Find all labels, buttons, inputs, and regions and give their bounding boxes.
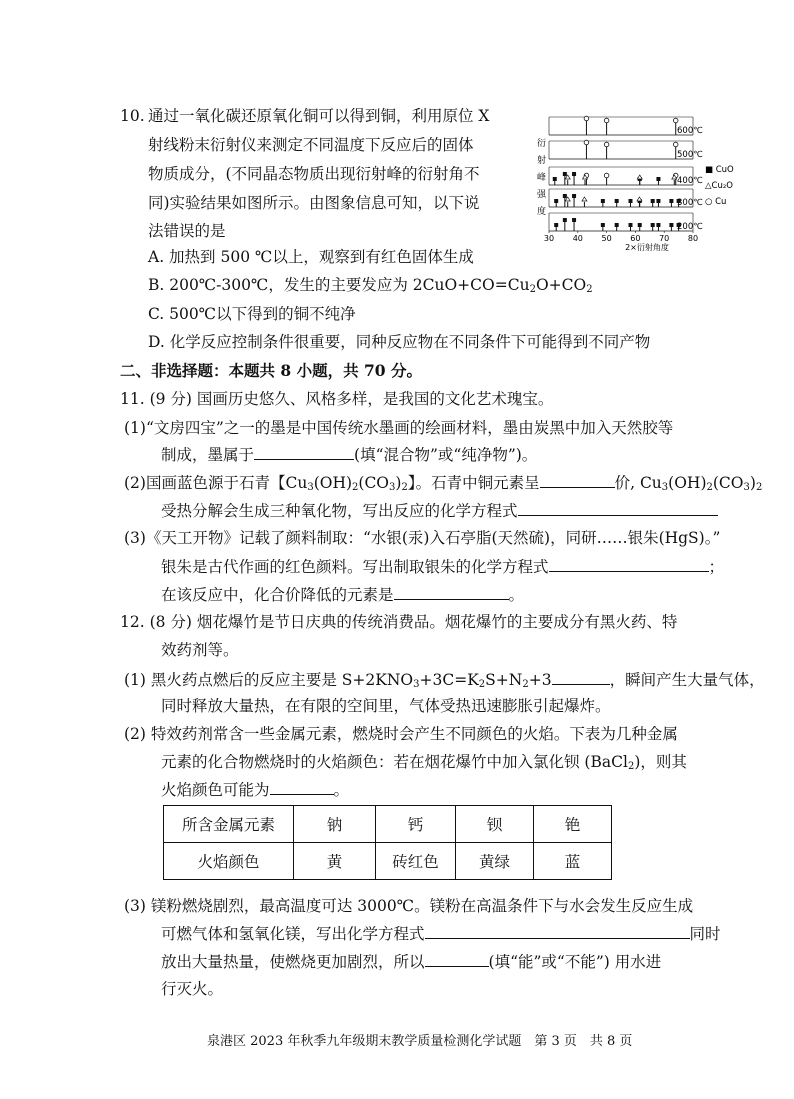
flame-color-table	[163, 805, 612, 880]
cuo-marker	[669, 223, 673, 227]
cu-marker	[604, 173, 609, 178]
q12-part2-line2: 元素的化合物燃烧时的火焰颜色：若在烟花爆竹中加入氯化钡 (BaCl$_2$)，则其	[161, 753, 687, 772]
q10-stem-line-4: 同)实验结果如图所示。由图象信息可知，以下说	[148, 194, 480, 212]
section2-heading: 二、非选择题：本题共 8 小题，共 70 分。	[120, 361, 422, 380]
cuo-marker	[638, 223, 642, 227]
trace-temp-label: 600℃	[677, 126, 703, 136]
chart-ylabel-char: 衍	[537, 139, 547, 149]
cuo-marker	[563, 194, 567, 198]
legend-item: ○ Cu	[705, 197, 727, 207]
cuo-marker	[656, 199, 660, 203]
q11-part2-line1: (2)国画蓝色源于石青【$Cu_3(OH)_2(CO_3)_2$】。石青中铜元素呈 价, $Cu_3(OH)_2(CO_3)_2$	[124, 470, 762, 495]
table-cell: 钙	[376, 806, 456, 843]
answer-blank[interactable]	[552, 667, 610, 685]
table-cell: 砖红色	[376, 843, 456, 880]
q12-part2-line1: (2) 特效药剂常含一些金属元素，燃烧时会产生不同颜色的火焰。下表为几种金属	[124, 725, 678, 743]
cuo-marker	[553, 177, 557, 181]
q10-option-d: D. 化学反应控制条件很重要，同种反应物在不同条件下可能得到不同产物	[148, 333, 651, 351]
answer-blank[interactable]	[540, 470, 615, 488]
chart-ylabel-char: 射	[537, 156, 547, 166]
cuo-marker	[554, 223, 558, 227]
cuo-marker	[656, 177, 660, 181]
q12-part3-line1: (3) 镁粉燃烧剧烈，最高温度可达 3000℃。镁粉在高温条件下与水会发生反应生成	[124, 897, 694, 915]
table-cell: 黄绿	[456, 843, 534, 880]
cuo-marker	[554, 199, 558, 203]
cu2o-marker	[582, 197, 587, 201]
q12-part1-line1: (1) 黑火药点燃后的反应主要是 $S+2KNO_3+3C=K_2S+N_2+3$ ，瞬间产生大量气体，	[124, 667, 765, 692]
trace-temp-label: 500℃	[677, 150, 703, 160]
cuo-marker	[651, 223, 655, 227]
answer-blank[interactable]	[254, 442, 354, 460]
cu-marker	[584, 140, 589, 145]
cu-marker	[673, 142, 678, 147]
x-tick-label: 40	[572, 234, 583, 243]
cuo-marker	[572, 172, 576, 176]
q10-number: 10.	[120, 107, 145, 125]
answer-blank[interactable]	[425, 921, 690, 939]
chart-xlabel: 2×衍射角度	[625, 243, 669, 252]
answer-blank[interactable]	[549, 554, 709, 572]
cuo-marker	[601, 199, 605, 203]
answer-blank[interactable]	[425, 949, 489, 967]
table-cell: 铯	[534, 806, 612, 843]
q10-stem-line-3: 物质成分，(不同晶态物质出现衍射峰的衍射角不	[148, 165, 480, 183]
q12-part2-line3: 火焰颜色可能为 。	[161, 777, 349, 802]
cuo-marker	[629, 199, 633, 203]
chart-legend	[705, 165, 734, 207]
answer-blank[interactable]	[518, 498, 718, 516]
trace-temp-label: 300℃	[677, 198, 703, 208]
chart-traces	[549, 116, 703, 232]
cuo-marker	[629, 223, 633, 227]
chart-x-axis	[544, 231, 698, 243]
x-tick-label: 80	[687, 234, 699, 243]
cuo-marker	[572, 194, 576, 198]
x-tick-label: 30	[543, 234, 555, 243]
cuo-marker	[572, 218, 576, 222]
answer-blank[interactable]	[270, 777, 334, 795]
q10-option-a: A. 加热到 500 ℃以上，观察到有红色固体生成	[148, 248, 474, 266]
q10-stem-line-5: 法错误的是	[148, 222, 226, 240]
table-cell: 黄	[294, 843, 376, 880]
xrd-chart	[535, 108, 755, 254]
cuo-marker	[563, 218, 567, 222]
q11-part1-line1: (1)“文房四宝”之一的墨是中国传统水墨画的绘画材料，墨由炭黑中加入天然胶等	[124, 419, 674, 437]
cuo-marker	[651, 199, 655, 203]
cuo-marker	[615, 199, 619, 203]
q10-option-b: B. 200℃-300℃，发生的主要发应为 $2CuO+CO=Cu_2O+CO_2$	[148, 276, 593, 295]
page-footer: 泉港区 2023 年秋季九年级期末教学质量检测化学试题 第 3 页 共 8 页	[207, 1034, 633, 1049]
trace-temp-label: 200℃	[677, 222, 703, 232]
x-tick-label: 60	[630, 234, 641, 243]
chart-ylabel-char: 峰	[537, 173, 547, 183]
q12-title-line2: 效药剂等。	[161, 641, 239, 659]
x-tick-label: 70	[659, 234, 670, 243]
table-cell: 钠	[294, 806, 376, 843]
cuo-marker	[615, 223, 619, 227]
q11-part3-line1: (3)《天工开物》记载了颜料制取：“水银(汞)入石亭脂(天然硫)，同研……银朱(HgS)。”	[124, 529, 721, 547]
q11-part1-line2: 制成，墨属于 (填“混合物”或“纯净物”)。	[161, 442, 537, 467]
cuo-marker	[656, 223, 660, 227]
q10-stem-line-2: 射线粉末衍射仪来测定不同温度下反应后的固体	[148, 136, 474, 154]
trace-temp-label: 400℃	[677, 176, 703, 186]
chart-ylabel	[537, 137, 547, 217]
table-cell: 蓝	[534, 843, 612, 880]
cu-marker	[604, 118, 609, 123]
q11-title: 11. (9 分) 国画历史悠久、风格多样，是我国的文化艺术瑰宝。	[120, 390, 554, 408]
q11-part3-line3: 在该反应中，化合价降低的元素是 。	[161, 582, 524, 607]
q11-part3-line2: 银朱是古代作画的红色颜料。写出制取银朱的化学方程式 ；	[161, 554, 724, 579]
chart-ylabel-char: 强	[537, 190, 547, 200]
q12-part1-line2: 同时释放大量热，在有限的空间里，气体受热迅速膨胀引起爆炸。	[161, 697, 611, 715]
cu-marker	[604, 142, 609, 147]
q10-option-c: C. 500℃以下得到的铜不纯净	[148, 305, 356, 323]
legend-item: ■ CuO	[705, 165, 734, 175]
q12-part3-line2: 可燃气体和氢氧化镁，写出化学方程式 同时	[161, 921, 721, 946]
q12-title-line1: 12. (8 分) 烟花爆竹是节日庆典的传统消费品。烟花爆竹的主要成分有黑火药、特	[120, 613, 678, 631]
cuo-marker	[563, 172, 567, 176]
cu-marker	[584, 116, 589, 121]
q10-stem-line-1: 通过一氧化碳还原氧化铜可以得到铜，利用原位 X	[148, 107, 490, 125]
table-row	[164, 806, 612, 843]
cuo-marker	[601, 223, 605, 227]
table-cell: 钡	[456, 806, 534, 843]
legend-item: △Cu₂O	[705, 181, 733, 191]
table-row	[164, 843, 612, 880]
q12-part3-line3: 放出大量热量，使燃烧更加剧烈，所以 (填“能”或“不能”) 用水进	[161, 949, 661, 974]
answer-blank[interactable]	[394, 582, 509, 600]
table-cell: 所含金属元素	[164, 806, 294, 843]
q12-part3-line4: 行灭火。	[161, 980, 224, 998]
chart-ylabel-char: 度	[537, 207, 547, 217]
cuo-marker	[669, 199, 673, 203]
q11-part2-line2: 受热分解会生成三种氧化物，写出反应的化学方程式	[161, 498, 718, 523]
x-tick-label: 50	[601, 234, 612, 243]
table-cell: 火焰颜色	[164, 843, 294, 880]
cu-marker	[673, 118, 678, 123]
